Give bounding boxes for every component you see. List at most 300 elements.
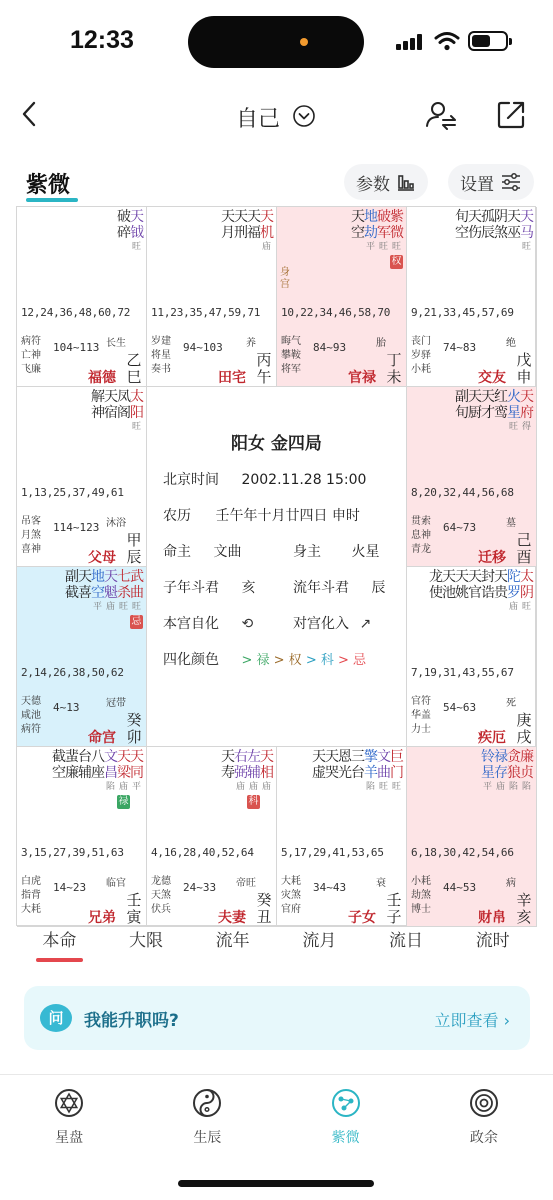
star[interactable]: [377, 209, 390, 269]
star-brightness: 旺: [131, 602, 141, 612]
palace-deity: 小耗: [411, 876, 431, 887]
palace-ages: 4,16,28,40,52,64: [151, 846, 254, 859]
opposite-transform-row[interactable]: [293, 613, 371, 633]
palace-deity: 天煞: [151, 890, 171, 901]
star[interactable]: [91, 749, 104, 809]
life-lord-row: [163, 541, 241, 561]
star[interactable]: [130, 749, 143, 809]
palace-name: 交友: [478, 370, 506, 386]
star[interactable]: [351, 209, 364, 269]
palace-deity: 青龙: [411, 544, 431, 555]
star-brightness: 旺: [378, 782, 388, 792]
palace-stem-branch: 壬寅: [126, 891, 142, 926]
palace-deity: 病符: [21, 336, 41, 347]
star-name: 地空: [91, 569, 105, 601]
body-lord-value: 火星: [351, 544, 380, 560]
self-transform-label: 本宫自化: [163, 616, 219, 632]
star[interactable]: [442, 569, 455, 613]
wifi-icon: [434, 30, 460, 52]
palace-deity: 大耗: [21, 904, 41, 915]
nav-label: 政余: [469, 1130, 498, 1146]
timeframe-tabs: [16, 926, 536, 962]
star[interactable]: [117, 209, 130, 253]
star-brightness: 庙: [495, 782, 505, 792]
transform-badge: 科: [248, 796, 259, 807]
palace-ages: 2,14,26,38,50,62: [21, 666, 124, 679]
star[interactable]: [234, 209, 247, 253]
star-name: 巨门: [390, 749, 404, 781]
star-name: 旬空: [455, 209, 469, 241]
page-title[interactable]: 自己: [236, 107, 281, 132]
legend-transform: 禄: [256, 653, 270, 668]
star-brightness: 陷: [365, 782, 375, 792]
star[interactable]: [130, 569, 143, 629]
star[interactable]: [377, 749, 390, 793]
star[interactable]: [520, 569, 533, 613]
chart-center-title: 阳女 金四局: [231, 434, 322, 454]
nav-star-chart[interactable]: [0, 1075, 138, 1174]
self-transform-row[interactable]: [163, 613, 253, 633]
palace-deity: 官符: [411, 696, 431, 707]
palace-ages: 7,19,31,43,55,67: [411, 666, 514, 679]
transform-badge: 权: [391, 256, 402, 267]
view-now-link[interactable]: [434, 1008, 510, 1031]
timeframe-tab[interactable]: 流年: [215, 931, 250, 951]
palace-deity: 岁驿: [411, 350, 431, 361]
palace-deity: 灾煞: [281, 890, 301, 901]
star-name: 天同: [130, 749, 144, 781]
palace-ages: 11,23,35,47,59,71: [151, 306, 261, 319]
palace-mao[interactable]: [17, 567, 147, 747]
star-name: 副截: [65, 569, 79, 601]
star-name: 禄存: [494, 749, 508, 781]
star[interactable]: [91, 389, 104, 433]
palace-deity: 喜神: [21, 544, 41, 555]
star[interactable]: [78, 569, 91, 629]
palace-name: 田宅: [218, 370, 246, 386]
palace-deity: 飞廉: [21, 364, 41, 375]
star-name: 七杀: [117, 569, 131, 601]
star[interactable]: [364, 749, 377, 793]
star-brightness: 平: [92, 602, 102, 612]
params-label: 参数: [356, 174, 390, 195]
palace-life-stage: 长生: [106, 338, 126, 349]
star[interactable]: [247, 209, 260, 253]
tab-ziwei[interactable]: 紫微: [26, 173, 71, 198]
star[interactable]: [481, 569, 494, 613]
palace-deity: 将星: [151, 350, 171, 361]
star-name: 天福: [247, 209, 261, 241]
star[interactable]: [221, 749, 234, 809]
battery-icon: [468, 31, 508, 51]
star[interactable]: [429, 569, 442, 613]
palace-deity: 贯索: [411, 516, 431, 527]
palace-name: 父母: [88, 550, 116, 566]
timeframe-tab[interactable]: 流日: [389, 931, 424, 951]
star-brightness: 旺: [391, 782, 401, 792]
palace-xu[interactable]: [407, 567, 537, 747]
palace-ages: 12,24,36,48,60,72: [21, 306, 131, 319]
palace-deity: 伏兵: [151, 904, 171, 915]
switch-user-icon[interactable]: [424, 98, 458, 132]
question-card[interactable]: [24, 986, 530, 1050]
palace-stem-branch: 辛亥: [516, 891, 532, 926]
settings-button[interactable]: [448, 164, 534, 200]
body-lord-label: 身主: [293, 544, 321, 560]
star[interactable]: [468, 569, 481, 613]
palace-deity: 力士: [411, 724, 431, 735]
ziwei-chart-grid: [16, 206, 536, 926]
star-brightness: 平: [482, 782, 492, 792]
star[interactable]: [104, 389, 117, 433]
star[interactable]: [52, 749, 65, 809]
star[interactable]: [455, 209, 468, 253]
palace-life-stage: 死: [506, 698, 516, 709]
legend-transform: 科: [320, 653, 334, 668]
palace-ages: 1,13,25,37,49,61: [21, 486, 124, 499]
star-name: 恩光: [338, 749, 352, 781]
star-brightness: 陷: [105, 782, 115, 792]
transform-badge: 禄: [118, 796, 129, 807]
palace-decade-range: 94~103: [183, 341, 223, 354]
star[interactable]: [455, 389, 468, 433]
star-name: 左辅: [247, 749, 261, 781]
star[interactable]: [494, 749, 507, 793]
palace-shen[interactable]: [407, 207, 537, 387]
palace-name: 夫妻: [218, 910, 246, 926]
star[interactable]: [468, 389, 481, 433]
lunar-date-row: [163, 505, 360, 525]
star-name: 陀罗: [507, 569, 521, 601]
legend-transform: 权: [288, 653, 302, 668]
palace-ages: 3,15,27,39,51,63: [21, 846, 124, 859]
star[interactable]: [130, 389, 143, 433]
nav-birth[interactable]: [138, 1075, 276, 1174]
palace-decade-range: 14~23: [53, 881, 87, 894]
star-brightness: 庙: [261, 782, 271, 792]
status-time: 12:33: [70, 26, 134, 54]
star-name: 天池: [442, 569, 456, 601]
palace-stars: [65, 569, 143, 629]
palace-ages: 8,20,32,44,56,68: [411, 486, 514, 499]
palace-deity: 晦气: [281, 336, 301, 347]
palace-deity: 龙德: [151, 876, 171, 887]
star-name: 天官: [468, 569, 482, 601]
palace-deity: 月煞: [21, 530, 41, 541]
star-brightness: 庙: [118, 782, 128, 792]
star[interactable]: [325, 749, 338, 793]
beijing-time-value: 2002.11.28 15:00: [241, 472, 367, 488]
palace-ages: 6,18,30,42,54,66: [411, 846, 514, 859]
dynamic-island: [188, 16, 364, 68]
palace-stem-branch: 丙午: [256, 351, 272, 386]
palace-life-stage: 衰: [376, 878, 386, 889]
star[interactable]: [104, 749, 117, 809]
chevron-right-icon: ›: [503, 1011, 510, 1030]
body-palace-label: 身宫: [280, 267, 290, 290]
star-name: 武曲: [130, 569, 144, 601]
star[interactable]: [221, 209, 234, 253]
star-brightness: 得: [521, 422, 531, 432]
palace-stars: [455, 209, 533, 253]
palace-deity: 息神: [411, 530, 431, 541]
back-arrow-icon[interactable]: [14, 98, 46, 130]
palace-yin[interactable]: [17, 747, 147, 927]
star[interactable]: [78, 749, 91, 809]
star-name: 天姚: [455, 569, 469, 601]
chevron-down-icon[interactable]: [292, 104, 316, 128]
star[interactable]: [494, 209, 507, 253]
palace-wei[interactable]: [277, 207, 407, 387]
life-lord-label: 命主: [163, 544, 191, 560]
timeframe-tab[interactable]: 大限: [129, 931, 163, 951]
palace-life-stage: 沐浴: [106, 518, 126, 529]
star-name: 天空: [351, 209, 365, 241]
palace-decade-range: 54~63: [443, 701, 477, 714]
palace-deity: 吊客: [21, 516, 41, 527]
palace-decade-range: 114~123: [53, 521, 100, 534]
star[interactable]: [260, 209, 273, 253]
legend-separator: >: [333, 653, 354, 668]
palace-deity: 咸池: [21, 710, 41, 721]
star[interactable]: [117, 749, 130, 809]
nav-zhengyu[interactable]: [415, 1075, 553, 1174]
palace-deity: 劫煞: [411, 890, 431, 901]
palace-stem-branch: 甲辰: [126, 531, 142, 566]
legend-separator: >: [241, 653, 257, 668]
star-name: 天刑: [234, 209, 248, 241]
nav-label: 生辰: [193, 1130, 222, 1146]
opposite-transform-label: 对宫化入: [293, 616, 349, 632]
cellular-signal-icon: [396, 34, 424, 50]
palace-name: 官禄: [348, 370, 376, 386]
palace-name: 迁移: [478, 550, 506, 566]
star-name: 廉贞: [520, 749, 534, 781]
star[interactable]: [390, 209, 403, 269]
palace-deity: 华盖: [411, 710, 431, 721]
palace-name: 疾厄: [478, 730, 506, 746]
star-brightness: 平: [365, 242, 375, 252]
palace-deity: 天德: [21, 696, 41, 707]
palace-name: 命宫: [88, 730, 116, 746]
star-name: 蜚廉: [65, 749, 79, 781]
star-name: 天巫: [507, 209, 521, 241]
palace-life-stage: 绝: [506, 338, 516, 349]
star[interactable]: [520, 209, 533, 253]
palace-stars: [91, 389, 143, 433]
palace-life-stage: 胎: [376, 338, 386, 349]
star-name: 截空: [52, 749, 66, 781]
star-name: 天伤: [468, 209, 482, 241]
timeframe-tab[interactable]: 流月: [302, 931, 337, 951]
palace-stem-branch: 己酉: [516, 531, 532, 566]
star[interactable]: [117, 389, 130, 433]
legend-transform: 忌: [353, 653, 367, 668]
legend-separator: >: [301, 653, 321, 668]
params-button[interactable]: [344, 164, 428, 200]
star-name: 贪狼: [507, 749, 521, 781]
palace-stars: [481, 749, 533, 793]
palace-deity: 官府: [281, 904, 301, 915]
arrow-northeast-icon: ↗: [359, 616, 372, 632]
palace-name: 财帛: [478, 910, 506, 926]
palace-stars: [117, 209, 143, 253]
app-header: [0, 88, 553, 144]
star-name: 太阴: [520, 569, 534, 601]
recording-dot-icon: [300, 38, 308, 46]
star[interactable]: [494, 389, 507, 433]
star[interactable]: [481, 209, 494, 253]
palace-chen[interactable]: [17, 387, 147, 567]
palace-deity: 奏书: [151, 364, 171, 375]
star[interactable]: [260, 749, 273, 809]
star-brightness: 庙: [105, 602, 115, 612]
star[interactable]: [468, 209, 481, 253]
star-name: 天魁: [104, 569, 118, 601]
palace-ages: 9,21,33,45,57,69: [411, 306, 514, 319]
body-lord-row: [293, 541, 379, 561]
star-brightness: 庙: [248, 782, 258, 792]
star-name: 副旬: [455, 389, 469, 421]
palace-decade-range: 74~83: [443, 341, 477, 354]
star-name: 凤阁: [117, 389, 131, 421]
star[interactable]: [520, 389, 533, 433]
star-name: 天喜: [78, 569, 92, 601]
chart-toolbar: [0, 160, 553, 206]
star-name: 破碎: [117, 209, 131, 241]
status-bar: [0, 0, 553, 84]
palace-stars: [429, 569, 533, 613]
star[interactable]: [65, 749, 78, 809]
star-name: 天哭: [325, 749, 339, 781]
bottom-nav: [0, 1074, 553, 1174]
star-name: 紫微: [390, 209, 404, 241]
palace-deity: 攀鞍: [281, 350, 301, 361]
star-name: 天虚: [312, 749, 326, 781]
palace-life-stage: 病: [506, 878, 516, 889]
palace-stem-branch: 癸卯: [126, 711, 142, 746]
star[interactable]: [312, 749, 325, 793]
ziwei-orbit-icon: [330, 1087, 362, 1119]
palace-wu[interactable]: [147, 207, 277, 387]
transform-color-row: [163, 649, 366, 669]
star-brightness: 旺: [521, 602, 531, 612]
star-brightness: 旺: [378, 242, 388, 252]
hexagram-icon: [53, 1087, 85, 1119]
palace-deity: 博士: [411, 904, 431, 915]
star[interactable]: [494, 569, 507, 613]
palace-deity: 指背: [21, 890, 41, 901]
palace-chou[interactable]: [147, 747, 277, 927]
flow-year-lord-value: 辰: [371, 580, 386, 596]
star[interactable]: [234, 749, 247, 809]
palace-stem-branch: 癸丑: [256, 891, 272, 926]
star[interactable]: [65, 569, 78, 629]
palace-you[interactable]: [407, 387, 537, 567]
palace-decade-range: 64~73: [443, 521, 477, 534]
star-name: 天贵: [494, 569, 508, 601]
palace-name: 兄弟: [88, 910, 116, 926]
palace-deity: 将军: [281, 364, 301, 375]
nav-label: 紫微: [331, 1130, 360, 1146]
star-name: 天机: [260, 209, 274, 241]
palace-name: 子女: [348, 910, 376, 926]
zi-year-lord-value: 亥: [241, 580, 256, 596]
star-name: 天府: [520, 389, 534, 421]
star[interactable]: [507, 749, 520, 793]
nav-ziwei[interactable]: [277, 1075, 415, 1174]
transform-color-label: 四化颜色: [163, 652, 219, 668]
palace-life-stage: 冠带: [106, 698, 126, 709]
star[interactable]: [455, 569, 468, 613]
star-brightness: 庙: [261, 242, 271, 252]
palace-si[interactable]: [17, 207, 147, 387]
star[interactable]: [507, 389, 520, 433]
star-name: 文曲: [377, 749, 391, 781]
star[interactable]: [520, 749, 533, 793]
star[interactable]: [104, 569, 117, 629]
star[interactable]: [247, 749, 260, 809]
star-brightness: 旺: [391, 242, 401, 252]
palace-deity: 亡神: [21, 350, 41, 361]
star-name: 地劫: [364, 209, 378, 241]
star-name: 阴煞: [494, 209, 508, 241]
star-name: 天才: [481, 389, 495, 421]
star[interactable]: [507, 569, 520, 613]
star[interactable]: [390, 749, 403, 793]
palace-stars: [312, 749, 403, 793]
star-name: 天月: [221, 209, 235, 241]
view-now-label: 立即查看: [434, 1011, 499, 1030]
star[interactable]: [351, 749, 364, 793]
palace-stem-branch: 庚戌: [516, 711, 532, 746]
star[interactable]: [507, 209, 520, 253]
star-brightness: 陷: [508, 782, 518, 792]
star-brightness: 旺: [508, 422, 518, 432]
star-name: 右弼: [234, 749, 248, 781]
timeframe-tab[interactable]: 流时: [475, 931, 510, 951]
star[interactable]: [117, 569, 130, 629]
self-transform-icon: ⟲: [241, 616, 254, 632]
star[interactable]: [481, 749, 494, 793]
star[interactable]: [91, 569, 104, 629]
star[interactable]: [481, 389, 494, 433]
transform-color-legend: [241, 653, 366, 668]
yin-yang-icon: [191, 1087, 223, 1119]
star-name: 封诰: [481, 569, 495, 601]
star-brightness: 旺: [131, 242, 141, 252]
palace-hai[interactable]: [407, 747, 537, 927]
star[interactable]: [338, 749, 351, 793]
palace-stars: [455, 389, 533, 433]
palace-decade-range: 34~43: [313, 881, 347, 894]
share-icon[interactable]: [494, 98, 528, 132]
star-name: 破军: [377, 209, 391, 241]
palace-zi[interactable]: [277, 747, 407, 927]
star[interactable]: [130, 209, 143, 253]
settings-label: 设置: [460, 174, 494, 195]
palace-deity: 病符: [21, 724, 41, 735]
flow-year-lord-label: 流年斗君: [293, 580, 349, 596]
palace-decade-range: 84~93: [313, 341, 347, 354]
life-lord-value: 文曲: [213, 544, 242, 560]
star-name: 八座: [91, 749, 105, 781]
question-text: 我能升职吗?: [84, 1011, 179, 1031]
star[interactable]: [364, 209, 377, 269]
timeframe-tab[interactable]: 本命: [16, 926, 103, 962]
star-brightness: 庙: [508, 602, 518, 612]
star-name: 红鸾: [494, 389, 508, 421]
